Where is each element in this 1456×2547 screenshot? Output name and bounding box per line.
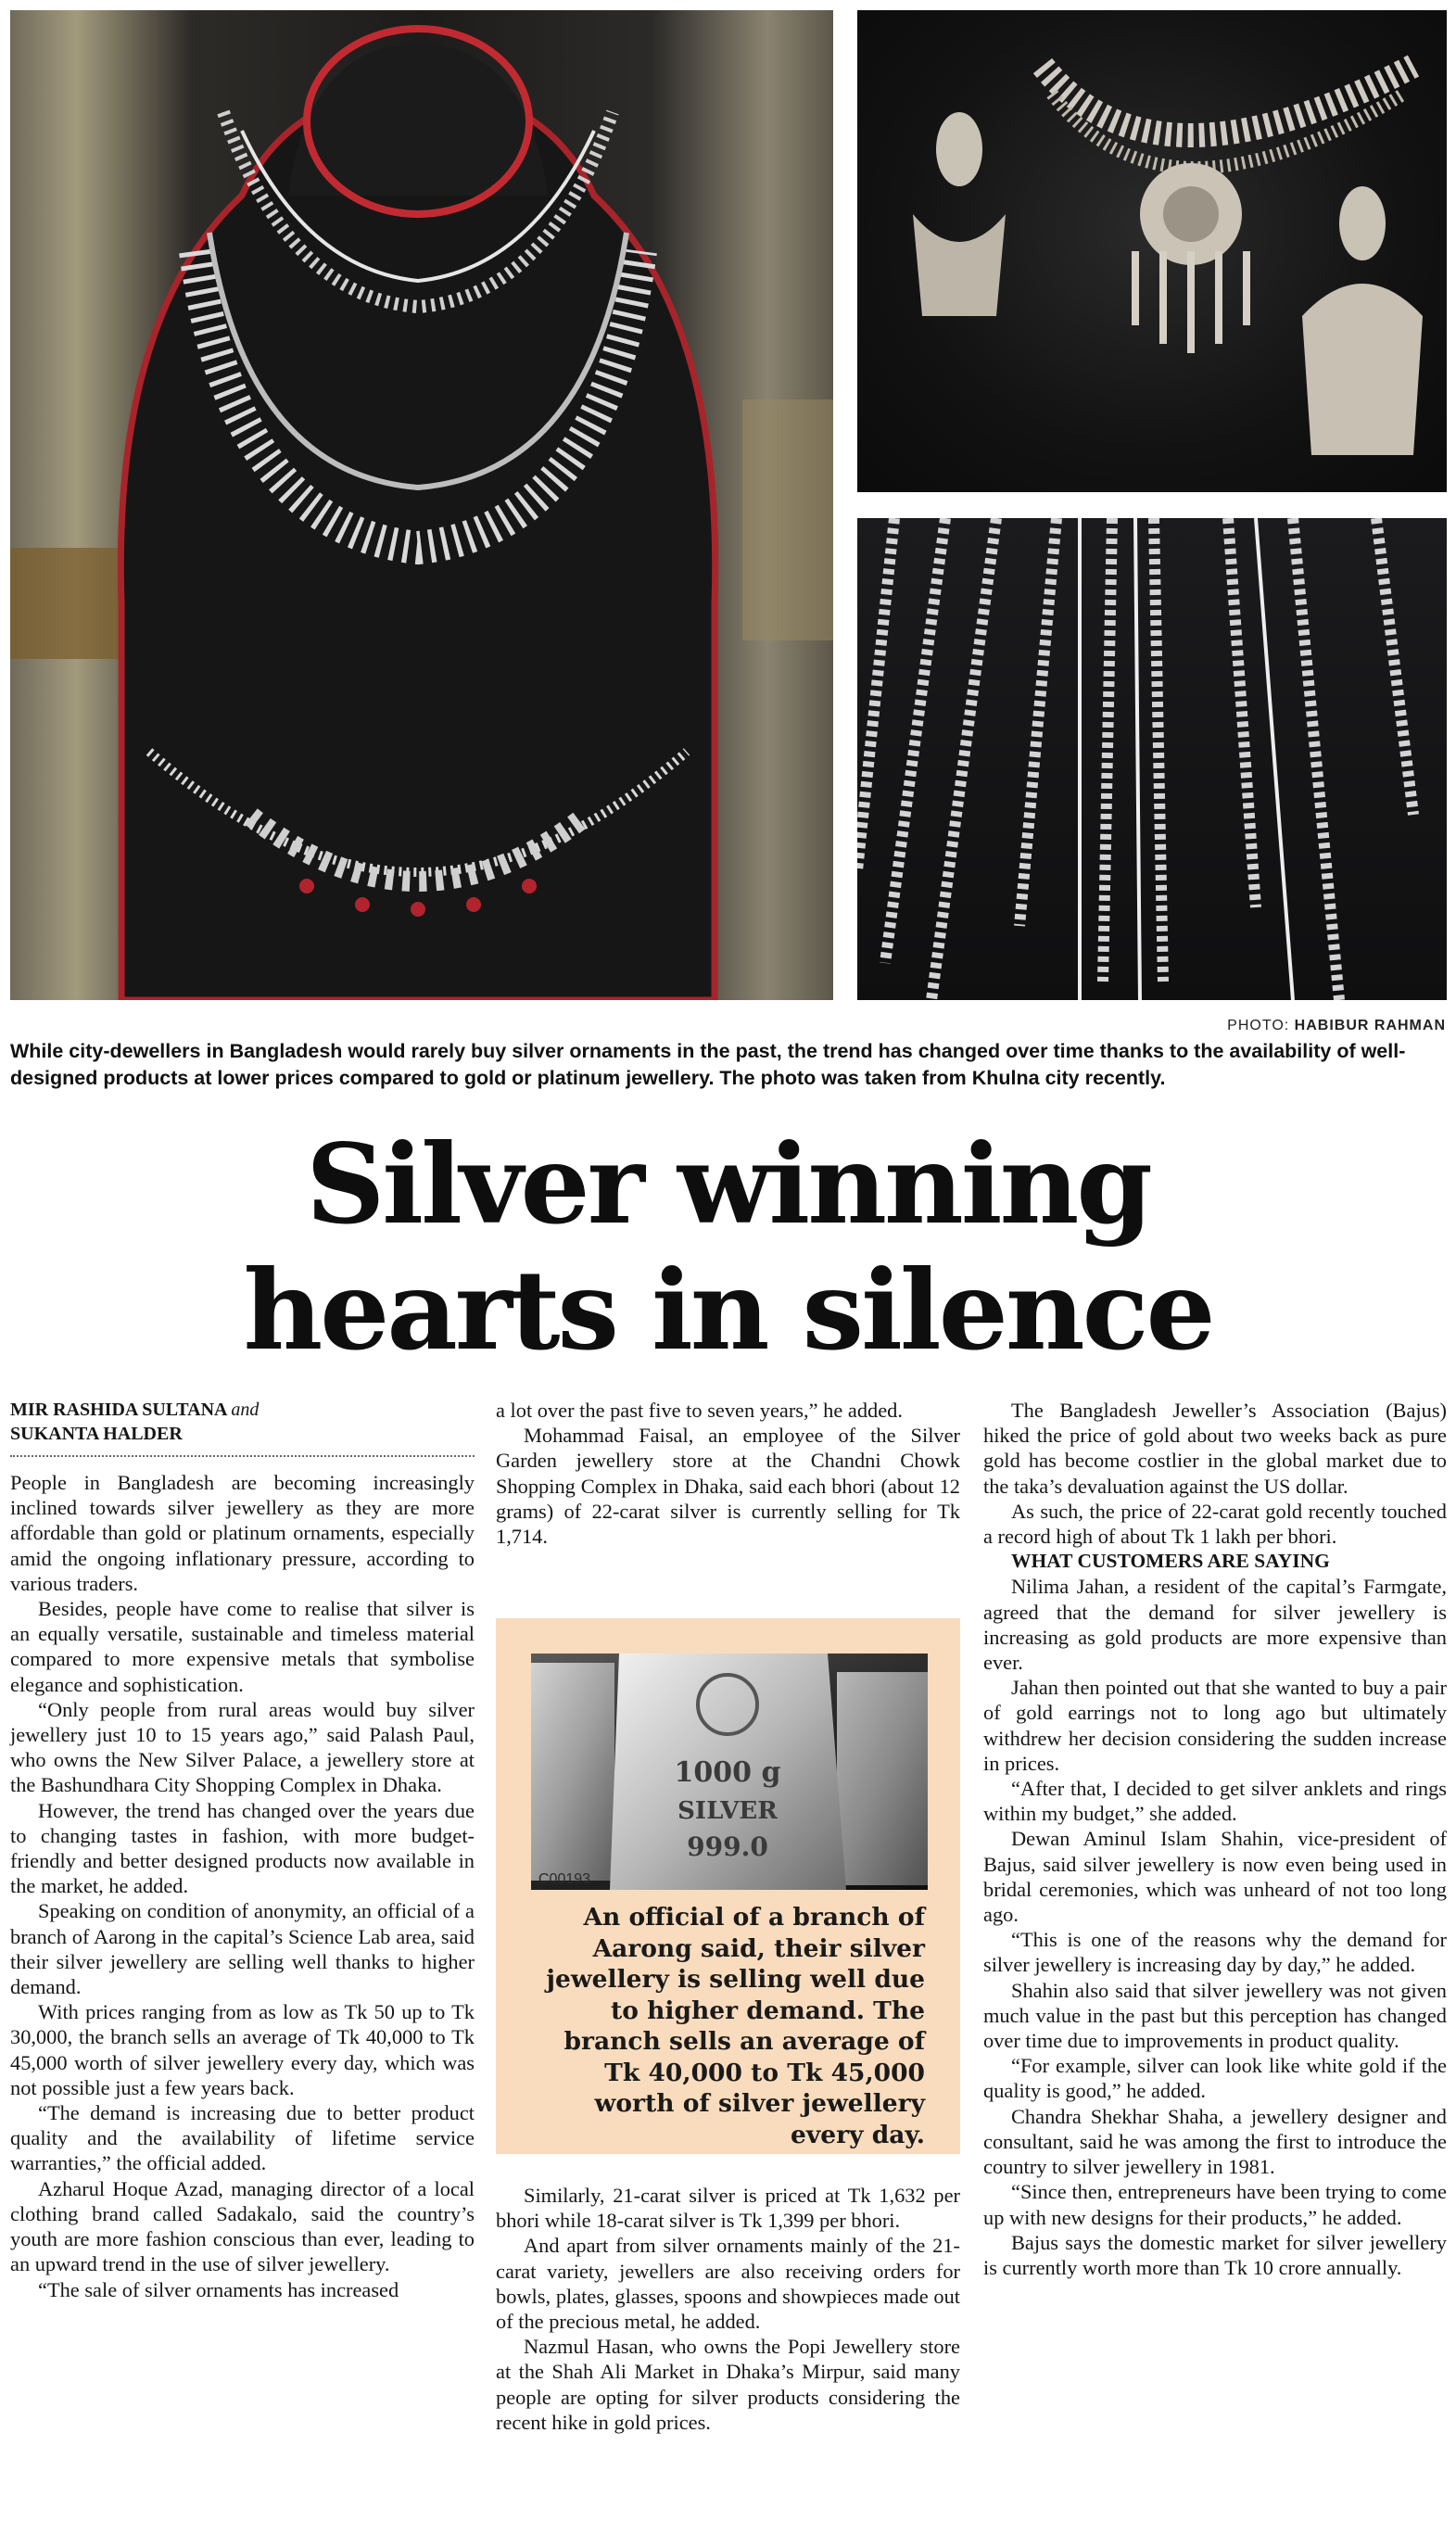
silver-bar-purity: 999.0 — [687, 1831, 768, 1862]
paragraph: Nazmul Hasan, who owns the Popi Jewellery store at the Shah Ali Market in Dhaka’s Mirpur, said many people are opting for silver products considering the recent hike in gold prices. — [496, 2335, 960, 2434]
photo-necklace-display — [10, 10, 833, 1000]
paragraph: “Only people from rural areas would buy silver jewellery just 10 to 15 years ago,” said Palash Paul, who owns the New Silver Palace, a jewellery store at the Bashundhara City Shopping Complex in Dhaka. — [10, 1697, 475, 1797]
photo-credit — [1227, 1018, 1446, 1034]
article-column-2-continued — [496, 2183, 960, 2435]
pull-quote-box — [496, 1618, 960, 2154]
photo-caption: While city-dewellers in Bangladesh would rarely buy silver ornaments in the past, the trend has changed over time thanks to the availability of well-designed products at lower prices compared to gold or platinum jewellery. The photo was taken from Khulna city recently. — [10, 1040, 1406, 1089]
article-column-1 — [10, 1398, 475, 2302]
paragraph: Speaking on condition of anonymity, an official of a branch of Aarong in the capital’s Science Lab area, said their silver jewellery are selling well thanks to higher demand. — [10, 1899, 475, 1999]
paragraph: “The sale of silver ornaments has increased — [38, 2277, 399, 2301]
paragraph: “Since then, entrepreneurs have been trying to come up with new designs for their products,” he added. — [983, 2180, 1447, 2229]
subheading: WHAT CUSTOMERS ARE SAYING — [1011, 1550, 1330, 1573]
pull-quote-text: An official of a branch of Aarong said, their silver jewellery is selling well due to higher demand. The branch sells an average of Tk 40,000 to Tk 45,000 worth of silver jewellery every day. — [546, 1903, 925, 2149]
silver-bar-weight: 1000 g — [674, 1756, 781, 1789]
paragraph: Azharul Hoque Azad, managing director of a local clothing brand called Sadakalo, said the country’s youth are more fashion conscious than ever, leading to an upward trend in the use of silver jewellery. — [10, 2176, 475, 2276]
photo-credit-label: PHOTO: — [1227, 1018, 1290, 1033]
paragraph: “The demand is increasing due to better product quality and the availability of lifetime service warranties,” the official added. — [10, 2101, 475, 2175]
silver-bar-photo — [531, 1654, 928, 1890]
paragraph: The Bangladesh Jeweller’s Association (Bajus) hiked the price of gold about two weeks back as pure gold has become costlier in the global market due to the taka’s devaluation against the US dollar. — [983, 1399, 1447, 1498]
silver-bar-illustration — [531, 1654, 928, 1890]
article-column-2 — [496, 1398, 960, 1549]
paragraph: a lot over the past five to seven years,” he added. — [496, 1399, 903, 1422]
paragraph: People in Bangladesh are becoming increasingly inclined towards silver jewellery as they are more affordable than gold or platinum ornaments, especially amid the ongoing inflationary pressure, according to various traders. — [10, 1471, 475, 1595]
paragraph: Bajus says the domestic market for silver jewellery is currently worth more than Tk 10 crore annually. — [983, 2230, 1447, 2279]
paragraph: Jahan then pointed out that she wanted to buy a pair of gold earrings not to long ago but ultimately withdrew her decision considering the sudden increase in prices. — [983, 1676, 1447, 1775]
silver-bar-serial: C00193 — [538, 1871, 591, 1887]
paragraph: “After that, I decided to get silver anklets and rings within my budget,” she added. — [983, 1777, 1447, 1826]
photo-credit-name: HABIBUR RAHMAN — [1294, 1018, 1446, 1033]
paragraph: With prices ranging from as low as Tk 50 up to Tk 30,000, the branch sells an average of Tk 40,000 to Tk 45,000 worth of silver jewellery every day, which was not possible just a few years back. — [10, 2000, 475, 2099]
paragraph: As such, the price of 22-carat gold recently touched a record high of about Tk 1 lakh per bhori. — [983, 1499, 1447, 1549]
paragraph: “For example, silver can look like white gold if the quality is good,” he added. — [983, 2054, 1447, 2103]
paragraph: Similarly, 21-carat silver is priced at Tk 1,632 per bhori while 18-carat silver is Tk 1,399 per bhori. — [496, 2184, 960, 2233]
silver-bar-metal: SILVER — [677, 1797, 778, 1825]
photo-jewellery-set — [857, 10, 1447, 492]
headline-line-2: hearts in silence — [243, 1246, 1213, 1375]
jewellery-set-illustration — [857, 10, 1447, 492]
necklace-bust-illustration — [10, 10, 833, 1000]
paragraph: “This is one of the reasons why the demand for silver jewellery is increasing day by day,” he added. — [983, 1928, 1447, 1977]
byline-divider — [10, 1455, 475, 1457]
paragraph: Chandra Shekhar Shaha, a jewellery designer and consultant, said he was among the first to introduce the country to silver jewellery in 1981. — [983, 2104, 1447, 2179]
paragraph: Nilima Jahan, a resident of the capital’s Farmgate, agreed that the demand for silver jewellery is increasing as gold products are more expensive than ever. — [983, 1575, 1447, 1675]
article-column-3 — [983, 1398, 1447, 2280]
byline-author-1: MIR RASHIDA SULTANA — [10, 1400, 227, 1420]
anklets-illustration — [857, 518, 1447, 1000]
headline — [0, 1121, 1456, 1374]
paragraph: Besides, people have come to realise that silver is an equally versatile, sustainable and timeless material compared to more expensive metals that symbolise elegance and sophistication. — [10, 1597, 475, 1696]
byline-author-2: SUKANTA HALDER — [10, 1424, 183, 1444]
paragraph: Dewan Aminul Islam Shahin, vice-president of Bajus, said silver jewellery is now even being used in bridal ceremonies, which was unheard of not too long ago. — [983, 1827, 1447, 1927]
paragraph: And apart from silver ornaments mainly of the 21-carat variety, jewellers are also receiving orders for bowls, plates, glasses, spoons and showpieces made out of the precious metal, he added. — [496, 2234, 960, 2334]
paragraph: Mohammad Faisal, an employee of the Silver Garden jewellery store at the Chandni Chowk Shopping Complex in Dhaka, said each bhori (about 12 grams) of 22-carat silver is currently selling for Tk 1,714. — [496, 1424, 960, 1549]
headline-line-1: Silver winning — [306, 1120, 1150, 1248]
byline — [10, 1398, 475, 1446]
paragraph: However, the trend has changed over the years due to changing tastes in fashion, with more budget-friendly and better designed products now available in the market, he added. — [10, 1798, 475, 1898]
photo-anklets-display — [857, 518, 1447, 1000]
paragraph: Shahin also said that silver jewellery was not given much value in the past but this perception has changed over time due to improvements in product quality. — [983, 1978, 1447, 2053]
byline-joiner: and — [231, 1400, 260, 1420]
